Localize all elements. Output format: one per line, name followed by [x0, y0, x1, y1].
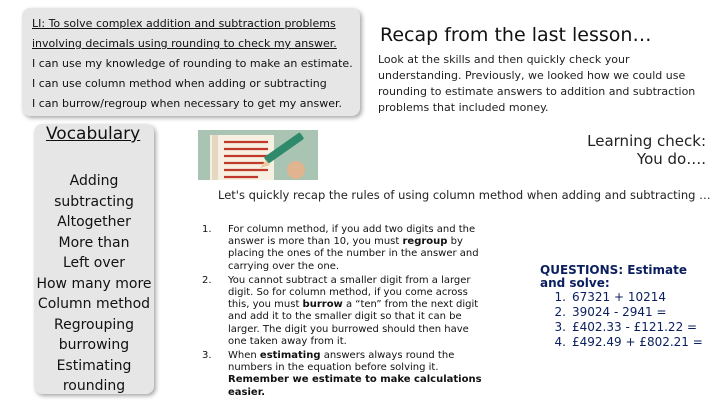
- rule-keyword: burrow: [302, 299, 343, 311]
- rule-text: You cannot subtract a smaller digit from a larger digit. So for column method, if you come across this, you must: [228, 274, 471, 311]
- rule-number: 3.: [202, 350, 212, 362]
- rule-text: For column method, if you add two digits and the answer is more than 10, you must: [228, 224, 476, 248]
- vocabulary-word: Altogether: [57, 214, 131, 230]
- rule-keyword: estimating: [259, 350, 321, 362]
- vocabulary-word: Column method: [37, 296, 151, 312]
- rule-item: [196, 224, 486, 273]
- rule-text: When: [228, 350, 260, 362]
- learning-check-line-2: You do….: [636, 150, 706, 168]
- recap-intro: Let's quickly recap the rules of using column method when adding and subtracting …: [218, 188, 711, 202]
- li-title-line-2: involving decimals using rounding to check my answer.: [32, 37, 337, 50]
- vocabulary-word: Estimating: [56, 357, 132, 374]
- questions-heading-line-2: and solve:: [540, 276, 610, 290]
- success-criterion-2: I can use column method when adding or subtracting: [32, 77, 327, 90]
- learning-check: [587, 132, 706, 168]
- rule-text: a “ten” from the next digit and add it to the smaller digit so that it can be larger. The digit you burrowed should then have one taken away from it.: [228, 299, 479, 347]
- question-item: [540, 290, 710, 305]
- rule-text: by placing the ones of the number in the answer and carrying over the one.: [228, 236, 479, 272]
- vocabulary-word: Regrouping: [53, 316, 135, 333]
- vocabulary-title: Vocabulary: [46, 124, 141, 144]
- vocabulary-word: How many more: [36, 275, 152, 292]
- question-number: 2.: [554, 305, 566, 319]
- vocabulary-word: burrowing: [58, 337, 130, 353]
- rule-keyword: regroup: [402, 236, 448, 248]
- recap-body: Look at the skills and then quickly check your understanding. Previously, we looked how we could use rounding to estimate answers to addition and subtraction problems that included money.: [378, 53, 696, 114]
- vocabulary-list: [34, 171, 154, 397]
- success-criterion-1: I can use my knowledge of rounding to make an estimate.: [32, 57, 353, 70]
- question-item: [540, 320, 710, 335]
- question-text: 67321 + 10214: [572, 290, 667, 304]
- question-item: [540, 305, 710, 320]
- notebook-pencil-icon: [198, 130, 318, 180]
- question-item: [540, 335, 710, 350]
- questions-panel: [540, 264, 710, 350]
- learning-check-line-1: Learning check:: [587, 132, 706, 150]
- questions-heading-line-1: QUESTIONS: Estimate: [540, 263, 687, 277]
- question-number: 3.: [554, 320, 566, 334]
- vocabulary-word: More than: [58, 234, 130, 251]
- rule-number: 2.: [202, 274, 212, 286]
- rule-keyword: Remember we estimate to make calculations easier.: [228, 374, 482, 398]
- question-list: [540, 290, 710, 350]
- rule-item: [196, 275, 486, 348]
- question-text: £492.49 + £802.21 =: [572, 335, 703, 349]
- vocabulary-word: Adding: [69, 173, 119, 189]
- question-number: 4.: [554, 335, 566, 349]
- success-criterion-3: I can burrow/regroup when necessary to get my answer.: [32, 97, 343, 110]
- question-number: 1.: [554, 290, 566, 304]
- recap-title: Recap from the last lesson…: [380, 24, 652, 46]
- question-text: 39024 - 2941 =: [572, 305, 667, 319]
- rule-text: answers always round the numbers in the equation before solving it.: [228, 350, 455, 374]
- rule-number: 1.: [202, 224, 212, 235]
- vocabulary-word: rounding: [62, 378, 126, 394]
- rules-list: [196, 224, 486, 401]
- li-title-line-1: LI: To solve complex addition and subtraction problems: [32, 17, 336, 30]
- learning-intention-box: [22, 8, 360, 116]
- vocabulary-word: Left over: [62, 255, 125, 271]
- question-text: £402.33 - £121.22 =: [572, 320, 698, 334]
- vocabulary-word: subtracting: [54, 193, 134, 210]
- rule-item: [196, 350, 486, 399]
